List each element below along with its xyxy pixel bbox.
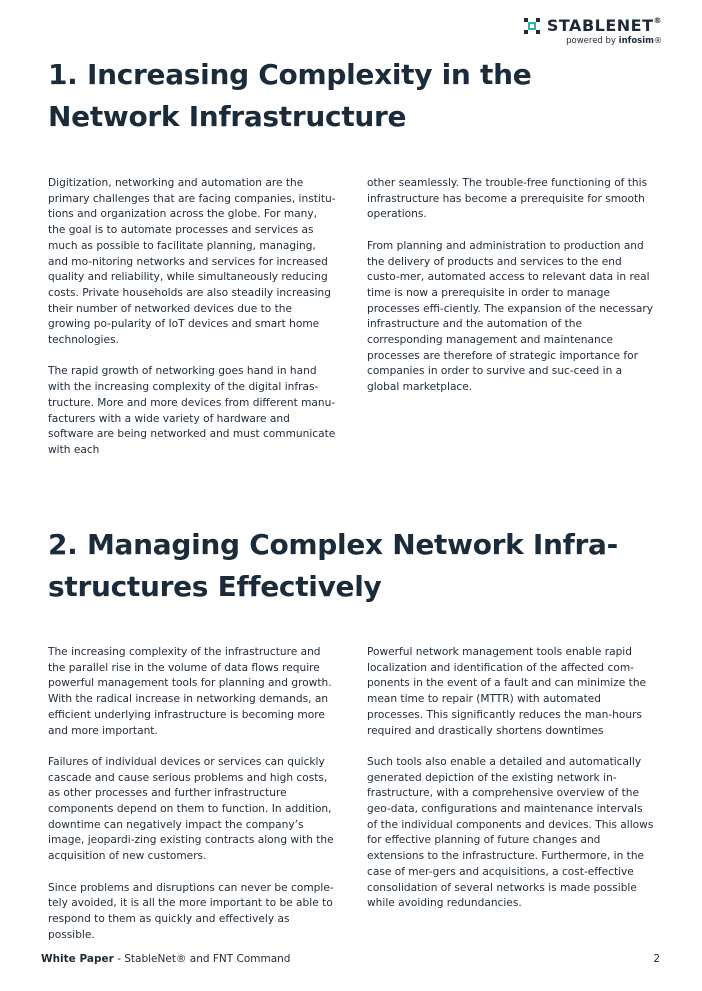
paragraph: From planning and administration to production and the delivery of products and services to the end custo-mer, automated access to relevant data in real time is now a prerequisite in order to manage processes effi-ciently. The expansion of the necessary infrastructure and the automation of the corresponding management and maintenance processes are therefore of strategic importance for companies in order to survive and suc-ceed in a global marketplace. xyxy=(367,239,653,394)
logo-powered-text: powered by xyxy=(566,36,616,46)
logo-company: infosim xyxy=(618,36,654,46)
page-number: 2 xyxy=(653,953,660,965)
logo-reg: ® xyxy=(653,16,662,25)
section2-heading: 2. Managing Complex Network Infra-structures Effectively xyxy=(48,528,618,603)
section1-right-column xyxy=(367,176,655,412)
paragraph: Powerful network management tools enable rapid localization and identification of the affected com-ponents in the event of a fault and can minimize the mean time to repair (MTTR) with automated processes. This significantly reduces the man-hours required and drastically shortens downtimes xyxy=(367,646,647,737)
logo-name: STABLENET xyxy=(546,16,654,35)
paragraph: The increasing complexity of the infrastructure and the parallel rise in the volume of data flows require powerful management tools for planning and growth. With the radical increase in networking demands, an efficient underlying infrastructure is becoming more and more important. xyxy=(48,646,332,737)
paragraph: Such tools also enable a detailed and automatically generated depiction of the existing network in-frastructure, with a comprehensive overview of the geo-data, configurations and maintenance intervals of the individual components and devices. This allows for effective planning of future changes and extensions to the infrastructure. Furthermore, in the case of mer-gers and acquisitions, a cost-effective consolidation of several networks is made possible while avoiding redundancies. xyxy=(367,755,654,910)
section1-left-column xyxy=(48,176,336,474)
logo-powered-by xyxy=(522,36,662,46)
logo-company-reg: ® xyxy=(654,36,662,45)
paragraph: Since problems and disruptions can never be comple-tely avoided, it is all the more important to be able to respond to them as quickly and effectively as possible. xyxy=(48,881,334,941)
stablenet-logo xyxy=(522,16,662,46)
stablenet-logo-icon xyxy=(523,17,541,35)
paragraph: other seamlessly. The trouble-free functioning of this infrastructure has become a prerequisite for smooth operations. xyxy=(367,177,648,221)
paragraph: Failures of individual devices or services can quickly cascade and cause serious problems and high costs, as other processes and further infrastructure components depend on them to function. In addition, downtime can negatively impact the company’s image, jeopardi-zing existing contracts along with the acquisition of new customers. xyxy=(48,755,334,863)
page-footer xyxy=(41,953,660,969)
paragraph: The rapid growth of networking goes hand in hand with the increasing complexity of the digital infras-tructure. More and more devices from different manu-facturers with a wide variety of hardware and software are being networked and must communicate with each xyxy=(48,365,336,456)
section2-left-column xyxy=(48,645,336,959)
paragraph: Digitization, networking and automation are the primary challenges that are facing companies, institu-tions and organization across the globe. For many, the goal is to automate processes and services as much as possible to facilitate planning, managing, and mo-nitoring networks and services for increased quality and reliability, while simultaneously reducing costs. Private households are also steadily increasing their number of networked devices due to the growing po-pularity of IoT devices and smart home technologies. xyxy=(48,177,336,347)
section1-heading: 1. Increasing Complexity in the Network Infrastructure xyxy=(48,58,532,133)
footer-doc-title: - StableNet® and FNT Command xyxy=(113,953,291,965)
section2-right-column xyxy=(367,645,655,928)
footer-doc-type: White Paper xyxy=(41,953,114,965)
